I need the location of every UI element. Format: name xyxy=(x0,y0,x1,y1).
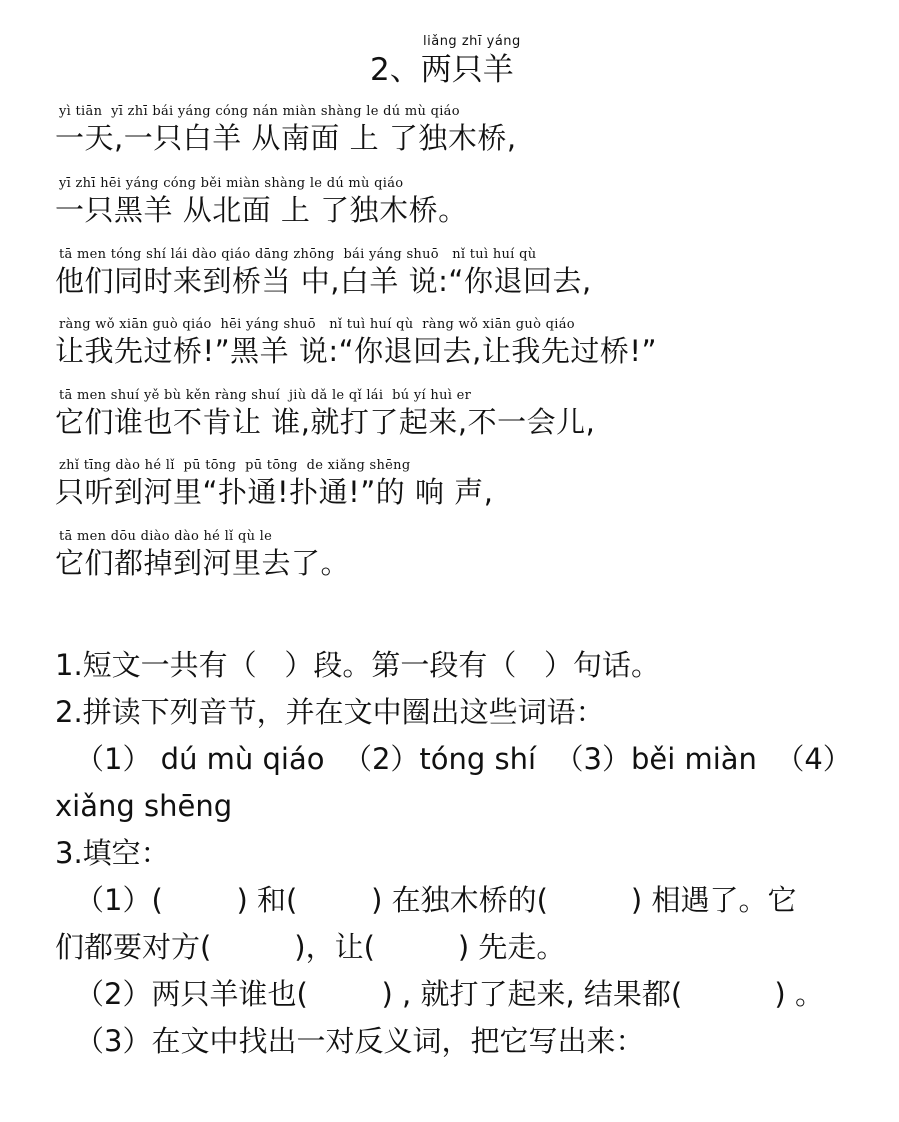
story-pinyin-line-3: tā men tóng shí lái dào qiáo dāng zhōng bái yáng shuō nǐ tuì huí qù xyxy=(59,247,537,262)
page-title: 2、两只羊 xyxy=(370,52,514,88)
story-line-2: 一只黑羊 从北面 上 了独木桥。 xyxy=(55,193,468,227)
question-section xyxy=(55,642,885,1065)
story-pinyin-line-6: zhǐ tīng dào hé lǐ pū tōng pū tōng de xiǎng shēng xyxy=(59,458,411,473)
title-pinyin: liǎng zhī yáng xyxy=(423,34,521,49)
question-3-part-1-continued: 们都要对方( )，让( ) 先走。 xyxy=(55,930,566,964)
story-line-5: 它们谁也不肯让 谁,就打了起来,不一会儿, xyxy=(55,405,596,439)
story-line-6: 只听到河里“扑通!扑通!”的 响 声, xyxy=(55,475,494,509)
story-pinyin-line-4: ràng wǒ xiān guò qiáo hēi yáng shuō nǐ tuì huí qù ràng wǒ xiān guò qiáo xyxy=(59,317,575,332)
story-line-4: 让我先过桥!”黑羊 说:“你退回去,让我先过桥!” xyxy=(55,334,658,368)
question-2: 2.拼读下列音节，并在文中圈出这些词语： xyxy=(55,695,605,729)
question-3-part-3: （3）在文中找出一对反义词，把它写出来： xyxy=(75,1024,645,1058)
story-line-3: 他们同时来到桥当 中,白羊 说:“你退回去, xyxy=(55,264,592,298)
story-pinyin-line-1: yì tiān yī zhī bái yáng cóng nán miàn shàng le dú mù qiáo xyxy=(59,104,460,119)
question-2-items: （1） dú mù qiáo （2）tóng shí （3）běi miàn （4） xyxy=(75,742,852,776)
question-3-part-2: （2）两只羊谁也( ) , 就打了起来, 结果都( ) 。 xyxy=(75,977,824,1011)
story-pinyin-line-5: tā men shuí yě bù kěn ràng shuí jiù dǎ le qǐ lái bú yí huì er xyxy=(59,388,472,403)
question-1: 1.短文一共有（ ）段。第一段有（ ）句话。 xyxy=(55,648,660,682)
story-pinyin-line-7: tā men dōu diào dào hé lǐ qù le xyxy=(59,529,273,544)
story-line-7: 它们都掉到河里去了。 xyxy=(55,546,351,580)
story-pinyin-line-2: yī zhī hēi yáng cóng běi miàn shàng le dú mù qiáo xyxy=(59,176,404,191)
story-line-1: 一天,一只白羊 从南面 上 了独木桥, xyxy=(55,121,517,155)
question-3-part-1: （1）( ) 和( ) 在独木桥的( ) 相遇了。它 xyxy=(75,883,797,917)
question-2-items-continued: xiǎng shēng xyxy=(55,789,233,823)
question-3: 3.填空： xyxy=(55,836,170,870)
